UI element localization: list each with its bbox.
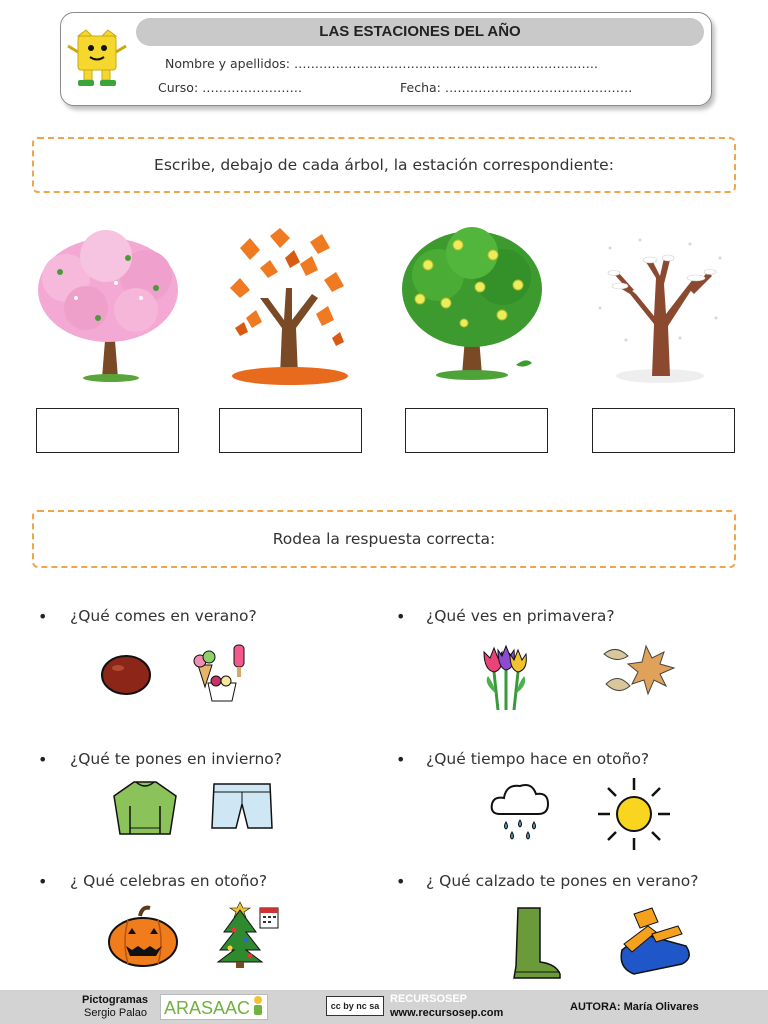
answer-box-summer[interactable] <box>405 408 548 453</box>
arasaac-logo: ARASAAC <box>160 994 268 1020</box>
question-spring-see: ¿Qué ves en primavera? <box>426 607 615 625</box>
instruction-box-trees: Escribe, debajo de cada árbol, la estación correspondiente: <box>32 137 736 193</box>
bullet: • <box>396 607 406 626</box>
boot-icon[interactable] <box>512 906 564 980</box>
summer-tree-icon <box>398 225 548 383</box>
date-field[interactable]: Fecha: ……………………………………… <box>400 80 633 95</box>
question-winter-wear: ¿Qué te pones en invierno? <box>70 750 283 768</box>
question-autumn-celebrate: ¿ Qué celebras en otoño? <box>70 872 268 890</box>
pumpkin-icon[interactable] <box>106 904 180 968</box>
sun-icon[interactable] <box>596 776 672 852</box>
answer-box-winter[interactable] <box>592 408 735 453</box>
autumn-tree-icon <box>220 228 355 388</box>
christmas-tree-icon[interactable] <box>216 900 280 970</box>
question-summer-food: ¿Qué comes en verano? <box>70 607 257 625</box>
site-name: RECURSOSEP <box>390 993 468 1005</box>
instruction-box-questions: Rodea la respuesta correcta: <box>32 510 736 568</box>
bullet: • <box>38 607 48 626</box>
chestnut-icon[interactable] <box>100 654 152 696</box>
winter-tree-icon <box>590 228 730 383</box>
pictograms-author: Sergio Palao <box>84 1007 147 1019</box>
author-credit: AUTORA: María Olivares <box>570 1001 699 1013</box>
spring-tree-icon <box>36 228 186 383</box>
tulips-icon[interactable] <box>478 642 532 712</box>
mascot-logo-icon <box>64 28 132 88</box>
pictograms-label: Pictogramas <box>82 994 149 1006</box>
sandal-icon[interactable] <box>612 904 696 978</box>
rain-cloud-icon[interactable] <box>488 778 552 842</box>
sweater-icon[interactable] <box>112 780 178 836</box>
name-field[interactable]: Nombre y apellidos: ………………………………………………………………. <box>165 56 598 71</box>
bullet: • <box>38 872 48 891</box>
site-url[interactable]: www.recursosep.com <box>390 1007 504 1019</box>
course-field[interactable]: Curso: …………………… <box>158 80 303 95</box>
autumn-leaves-icon[interactable] <box>596 640 678 702</box>
page-title: LAS ESTACIONES DEL AÑO <box>136 18 704 46</box>
question-autumn-weather: ¿Qué tiempo hace en otoño? <box>426 750 650 768</box>
arasaac-figure-icon <box>250 995 266 1019</box>
bullet: • <box>396 750 406 769</box>
bullet: • <box>396 872 406 891</box>
ice-cream-icon[interactable] <box>190 643 252 705</box>
answer-box-autumn[interactable] <box>219 408 362 453</box>
bullet: • <box>38 750 48 769</box>
cc-license-badge: cc by nc sa <box>326 996 384 1016</box>
question-summer-footwear: ¿ Qué calzado te pones en verano? <box>426 872 699 890</box>
shorts-icon[interactable] <box>210 782 274 834</box>
answer-box-spring[interactable] <box>36 408 179 453</box>
